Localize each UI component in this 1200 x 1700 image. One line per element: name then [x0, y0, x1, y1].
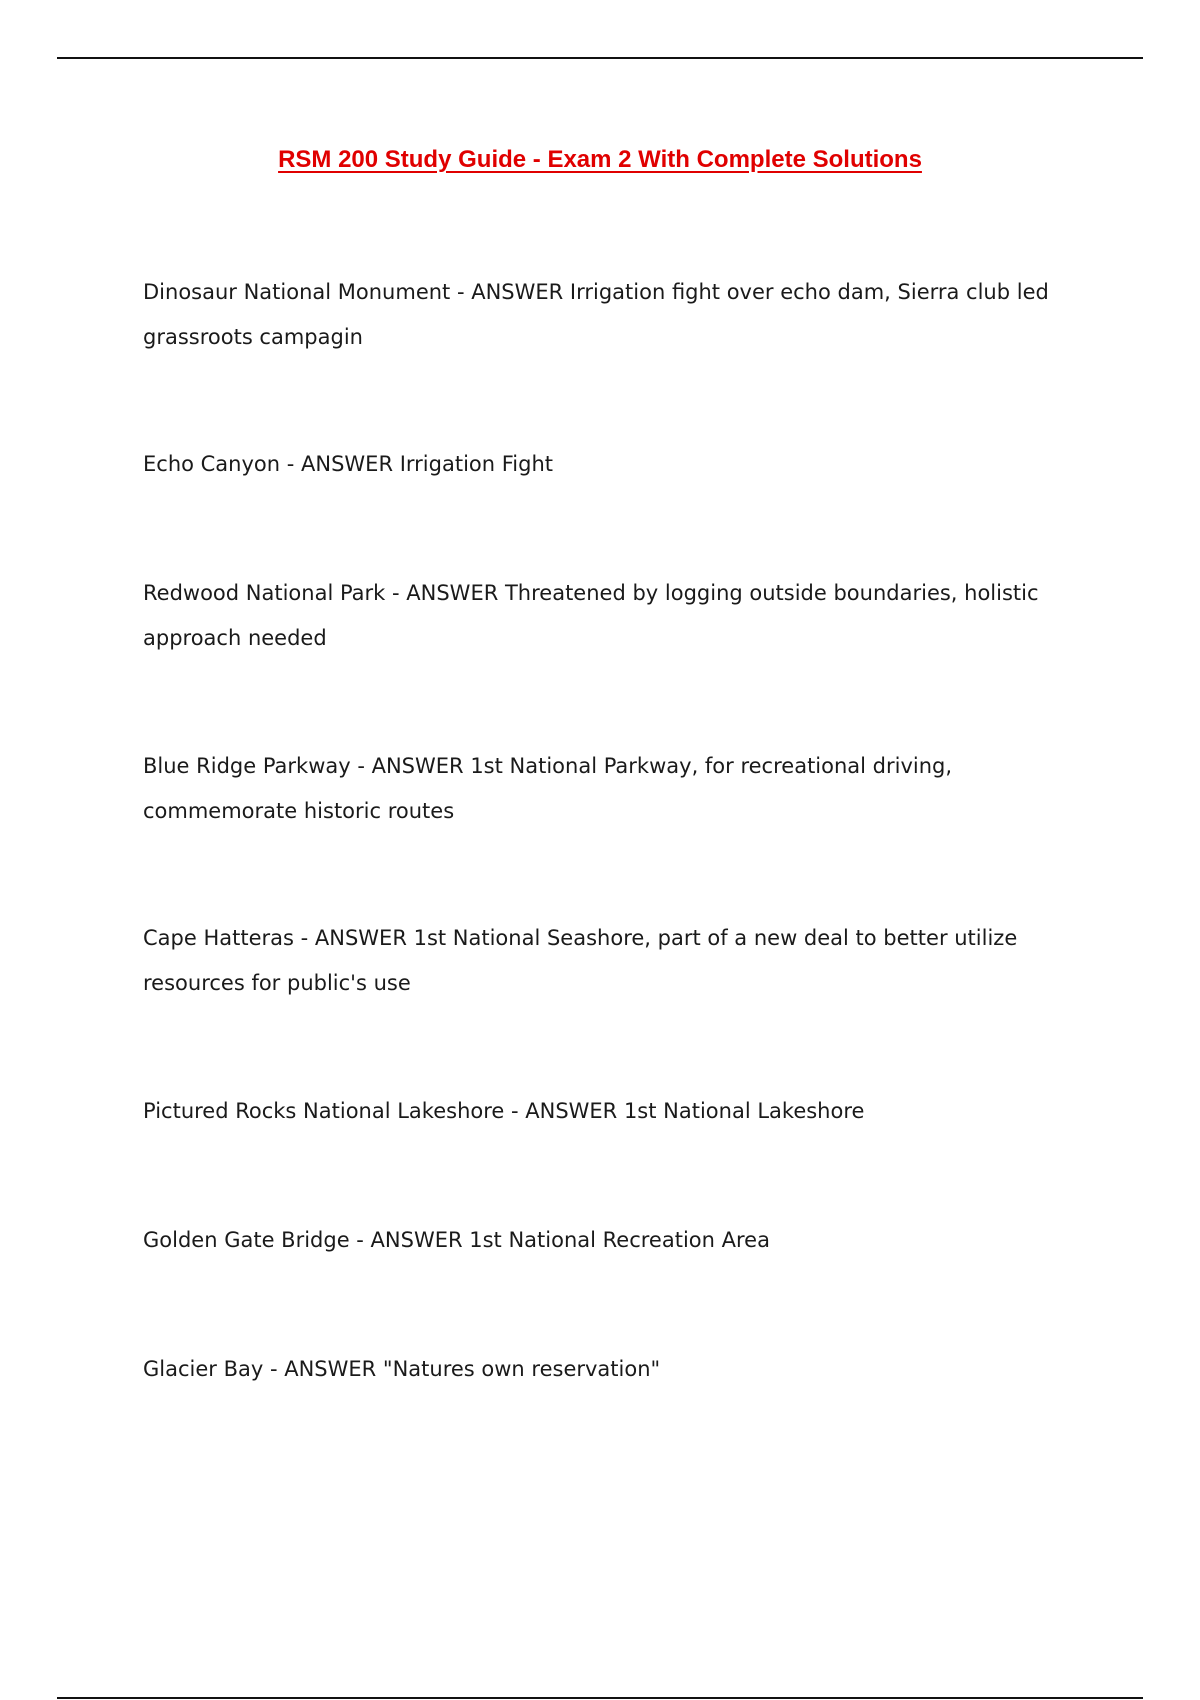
- qa-item-golden-gate: Golden Gate Bridge - ANSWER 1st National Recreation Area: [143, 1228, 770, 1252]
- qa-item-cape-hatteras: Cape Hatteras - ANSWER 1st National Seashore, part of a new deal to better utilize resources for public's use: [143, 926, 1018, 995]
- top-rule: [57, 57, 1143, 59]
- document-title: [0, 146, 1200, 174]
- qa-item-blue-ridge: Blue Ridge Parkway - ANSWER 1st National Parkway, for recreational driving, commemorate historic routes: [143, 754, 953, 823]
- qa-item-pictured-rocks: Pictured Rocks National Lakeshore - ANSWER 1st National Lakeshore: [143, 1099, 865, 1123]
- bottom-rule: [57, 1697, 1143, 1699]
- document-title-text: RSM 200 Study Guide - Exam 2 With Complete Solutions: [278, 146, 922, 173]
- qa-item-redwood: Redwood National Park - ANSWER Threatened by logging outside boundaries, holistic approach needed: [143, 581, 1039, 650]
- qa-item-dinosaur: Dinosaur National Monument - ANSWER Irrigation fight over echo dam, Sierra club led grassroots campagin: [143, 280, 1049, 349]
- qa-item-glacier-bay: Glacier Bay - ANSWER "Natures own reservation": [143, 1357, 661, 1381]
- qa-item-echo-canyon: Echo Canyon - ANSWER Irrigation Fight: [143, 452, 553, 476]
